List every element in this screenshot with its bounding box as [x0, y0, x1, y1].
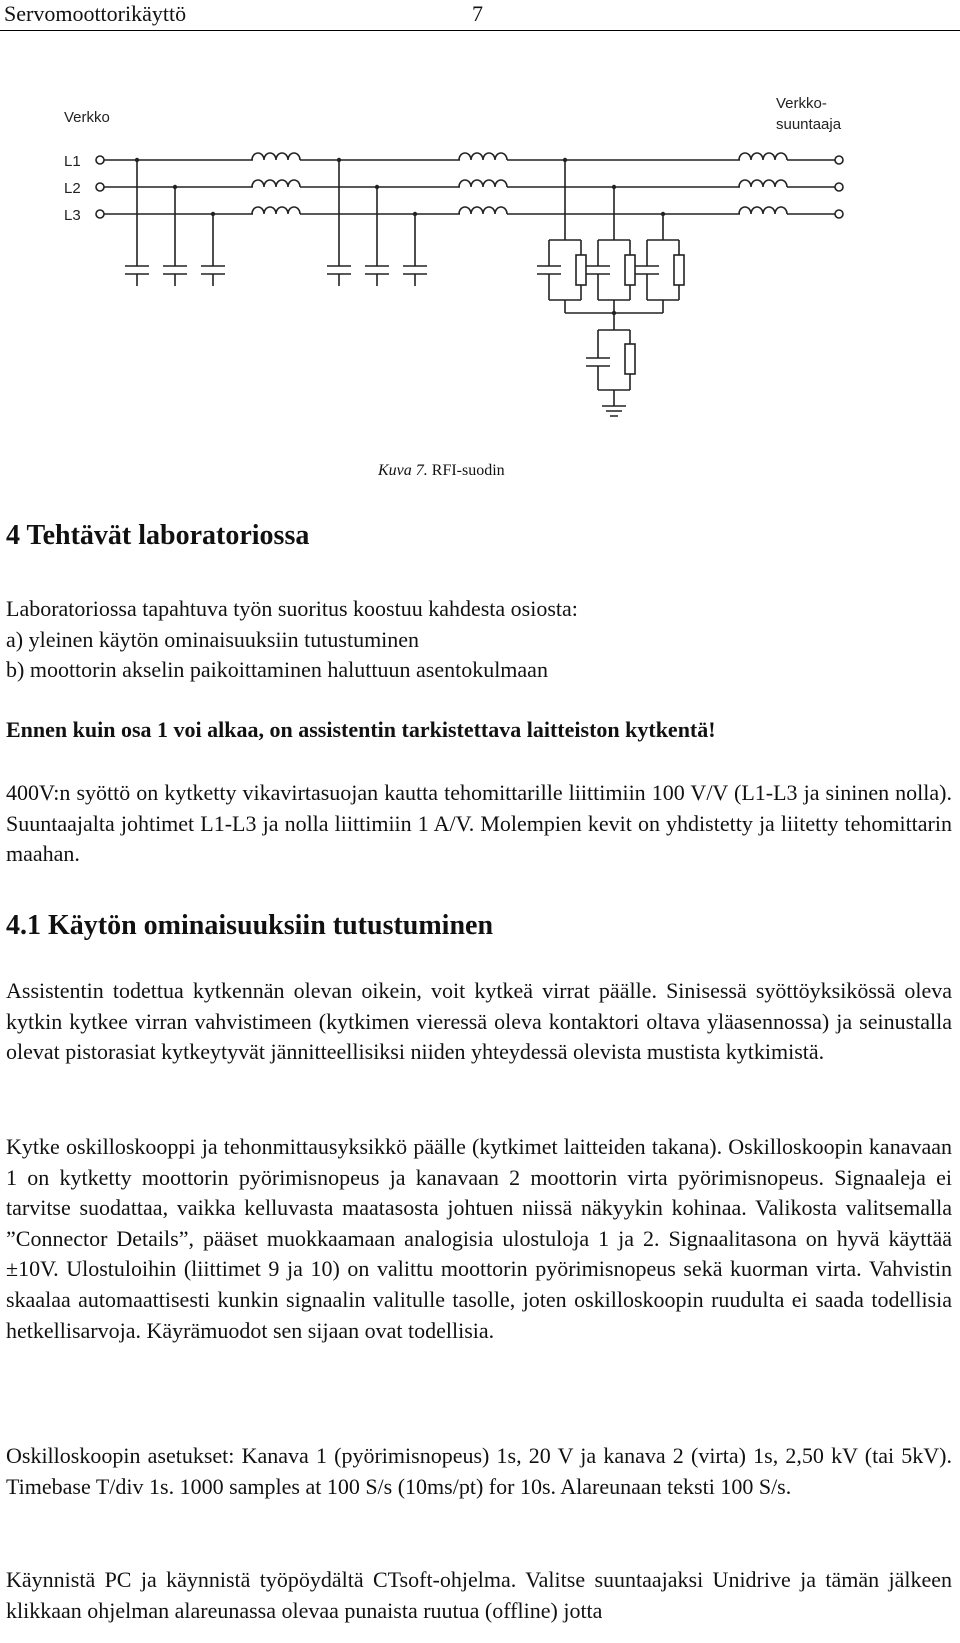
l2-label: L2	[64, 180, 81, 197]
terminal-circle	[96, 183, 104, 191]
capacitors	[125, 158, 427, 286]
varistor	[674, 255, 684, 285]
page-number: 7	[472, 1, 483, 26]
oscilloscope-settings-paragraph: Oskilloskoopin asetukset: Kanava 1 (pyörimisnopeus) 1s, 20 V ja kanava 2 (virta) 1s, 2,50 kV (tai 5kV). Timebase T/div 1s. 1000 samples at 100 S/s (10ms/pt) for 10s. Alareunaan teksti 100 S/s.	[6, 1443, 952, 1499]
ground-shunt	[586, 330, 630, 416]
oscilloscope-paragraph: Kytke oskilloskooppi ja tehonmittausyksikkö päälle (kytkimet laitteiden takana). Oskilloskoopin kanavaan 1 on kytketty moottorin pyörimisnopeus ja kanavaan 2 moottorin virta pyörimisnopeus. Signaaleja ei tarvitse suodattaa, vaikka kelluvasta maatasosta johtuen niissä näkyykin kohinaa. Valikosta valitsemalla ”Connector Details”, pääset muokkaamaan analogisia ulostuloja 1 ja 2. Signaalitasona on hyvä käyttää ±10V. Ulostuloihin (liittimet 9 ja 10) on valittu moottorin pyörimisnopeus sekä kuorman virta. Vahvistin skaalaa automaattisesti kunkin signaalin valitulle tasolle, joten oskilloskoopin ruudulta ei saada todellisia hetkellisarvoja. Käyrämuodot sen sijaan ovat todellisia.	[6, 1134, 952, 1343]
y-capacitor	[163, 187, 187, 286]
y-capacitor	[201, 214, 225, 286]
terminal-circle	[835, 210, 843, 218]
l1-label: L1	[64, 153, 81, 170]
wiring-paragraph: 400V:n syöttö on kytketty vikavirtasuojan kautta tehomittarille liittimiin 100 V/V (L1-L3 ja sininen nolla). Suuntaajalta johtimet L1-L3 ja nolla liittimiin 1 A/V. Molempien kevit on yhdistetty ja liitetty tehomittarin maahan.	[6, 780, 952, 867]
section-heading-4-1: 4.1 Käytön ominaisuuksiin tutustuminen	[6, 910, 494, 941]
intro-line: a) yleinen käytön ominaisuuksiin tutustuminen	[6, 626, 420, 652]
terminal-circle	[96, 210, 104, 218]
inductor	[459, 153, 507, 160]
assistant-check-warning: Ennen kuin osa 1 voi alkaa, on assistentin tarkistettava laitteiston kytkentä!	[6, 717, 716, 742]
converter-label-line2: suuntaaja	[776, 116, 842, 133]
power-on-paragraph: Assistentin todettua kytkennän olevan oikein, voit kytkeä virrat päälle. Sinisessä syöttöyksikössä oleva kytkin kytkee virran vahvistimeen (kytkimen vieressä oleva kontaktori oltava yläasennossa) ja seinustalla olevat pistorasiat kytkeytyvät jännitteellisiksi niiden yhteydessä olevista mustista kytkimistä.	[6, 978, 952, 1065]
inductor-coils	[252, 153, 787, 214]
inductor	[739, 153, 787, 160]
page-header	[0, 0, 960, 31]
figure-caption-text: RFI-suodin	[431, 462, 505, 479]
x-capacitor-varistor-pair	[635, 214, 679, 300]
rfi-filter-diagram	[0, 30, 960, 450]
y-capacitor	[403, 214, 427, 286]
intro-line: b) moottorin akselin paikoittaminen haluttuun asentokulmaan	[6, 657, 548, 683]
varistor	[625, 344, 635, 374]
varistor-shunt-stage	[537, 158, 684, 416]
figure-caption	[378, 462, 505, 480]
intro-list	[6, 594, 952, 686]
inductor	[739, 207, 787, 214]
intro-line: Laboratoriossa tapahtuva työn suoritus koostuu kahdesta osiosta:	[6, 596, 578, 621]
x-capacitor-varistor-pair	[537, 160, 581, 300]
inductor	[252, 207, 300, 214]
software-paragraph: Käynnistä PC ja käynnistä työpöydältä CTsoft-ohjelma. Valitse suuntaajaksi Unidrive ja tämän jälkeen klikkaan ohjelman alareunassa olevaa punaista ruutua (offline) jotta	[6, 1567, 952, 1623]
phase-wires	[100, 160, 835, 214]
y-capacitor	[327, 160, 351, 286]
header-title: Servomoottorikäyttö	[4, 1, 187, 26]
terminal-circle	[835, 156, 843, 164]
terminal-circle	[835, 183, 843, 191]
inductor	[459, 207, 507, 214]
junction-dot	[612, 311, 616, 315]
network-label: Verkko	[64, 109, 110, 126]
inductor	[252, 153, 300, 160]
y-capacitor	[365, 187, 389, 286]
section-heading-4: 4 Tehtävät laboratoriossa	[6, 520, 310, 551]
y-capacitor	[125, 160, 149, 286]
converter-label-line1: Verkko-	[776, 95, 827, 112]
varistor	[576, 255, 586, 285]
inductor	[739, 180, 787, 187]
x-capacitor-varistor-pair	[586, 187, 630, 300]
figure-caption-label: Kuva 7.	[378, 462, 428, 479]
varistor	[625, 255, 635, 285]
inductor	[252, 180, 300, 187]
l3-label: L3	[64, 207, 81, 224]
terminal-circle	[96, 156, 104, 164]
inductor	[459, 180, 507, 187]
